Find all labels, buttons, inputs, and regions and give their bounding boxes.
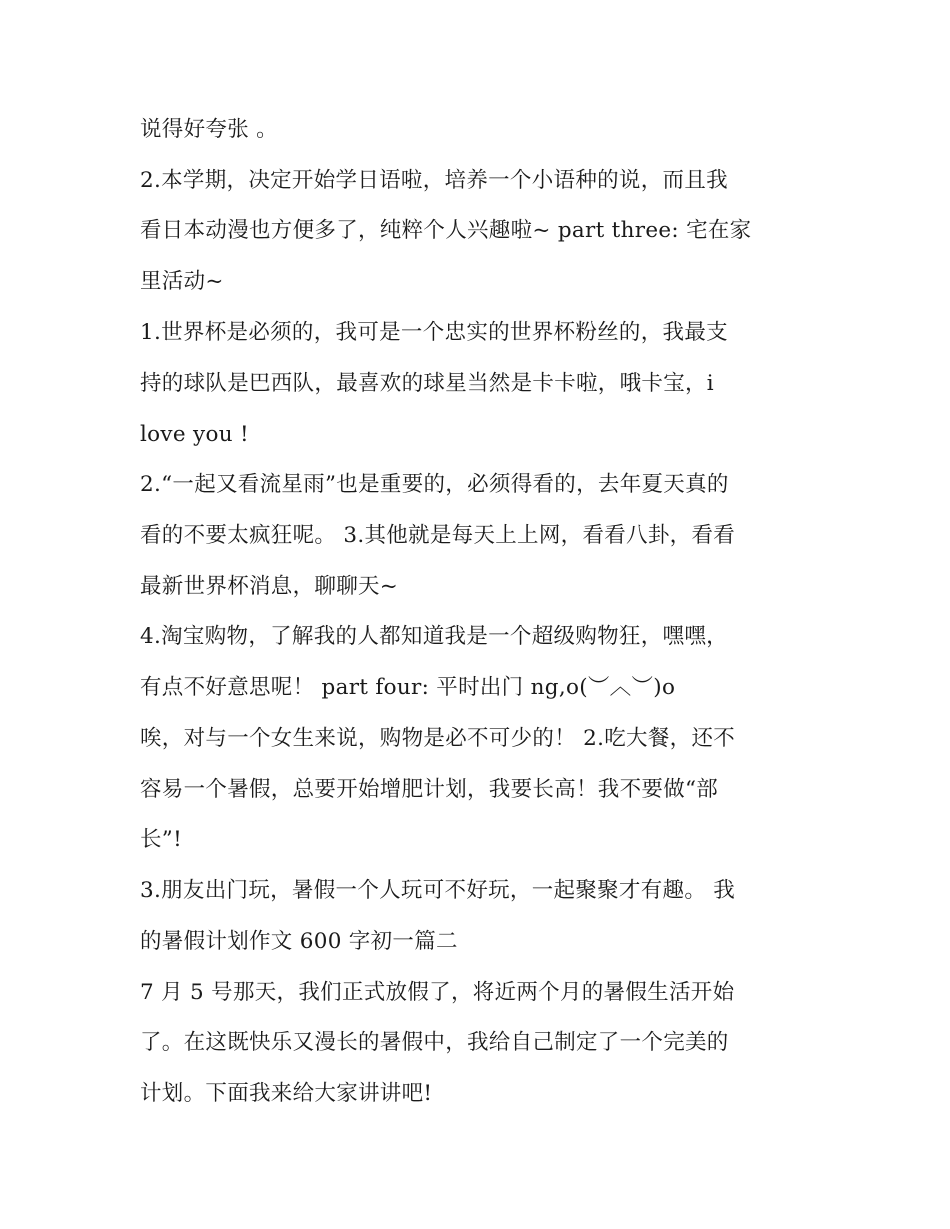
text-line: 3.朋友出门玩，暑假一个人玩可不好玩，一起聚聚才有趣。 我 — [140, 878, 736, 903]
text-line: 持的球队是巴西队，最喜欢的球星当然是卡卡啦，哦卡宝，i — [140, 371, 714, 396]
text-line: 的暑假计划作文 600 字初一篇二 — [140, 929, 458, 954]
text-line: 说得好夸张 。 — [140, 117, 278, 142]
text-line: 看日本动漫也方便多了，纯粹个人兴趣啦~ part three: 宅在家 — [140, 218, 752, 243]
text-line: 2.本学期，决定开始学日语啦，培养一个小语种的说，而且我 — [140, 168, 728, 193]
text-line: 计划。下面我来给大家讲讲吧! — [140, 1081, 433, 1106]
text-line: 容易一个暑假，总要开始增肥计划，我要长高！我不要做“部 — [140, 777, 719, 802]
text-line: 里活动~ — [140, 269, 224, 294]
text-line: 了。在这既快乐又漫长的暑假中，我给自己制定了一个完美的 — [140, 1030, 729, 1055]
text-line: 2.“一起又看流星雨”也是重要的，必须得看的，去年夏天真的 — [140, 472, 729, 497]
text-line: 最新世界杯消息，聊聊天~ — [140, 574, 399, 599]
text-line: 1.世界杯是必须的，我可是一个忠实的世界杯粉丝的，我最支 — [140, 320, 728, 345]
text-line: 看的不要太疯狂呢。 3.其他就是每天上上网，看看八卦，看看 — [140, 523, 736, 548]
text-line: 有点不好意思呢！ part four: 平时出门 ng,o(︶︿︶)o — [140, 675, 676, 700]
text-line: 长”! — [140, 827, 183, 852]
text-line: 4.淘宝购物，了解我的人都知道我是一个超级购物狂，嘿嘿， — [140, 624, 728, 649]
text-line: love you ! — [140, 422, 249, 447]
text-line: 7 月 5 号那天，我们正式放假了，将近两个月的暑假生活开始 — [140, 980, 735, 1005]
text-line: 唉，对与一个女生来说，购物是必不可少的！ 2.吃大餐，还不 — [140, 726, 736, 751]
